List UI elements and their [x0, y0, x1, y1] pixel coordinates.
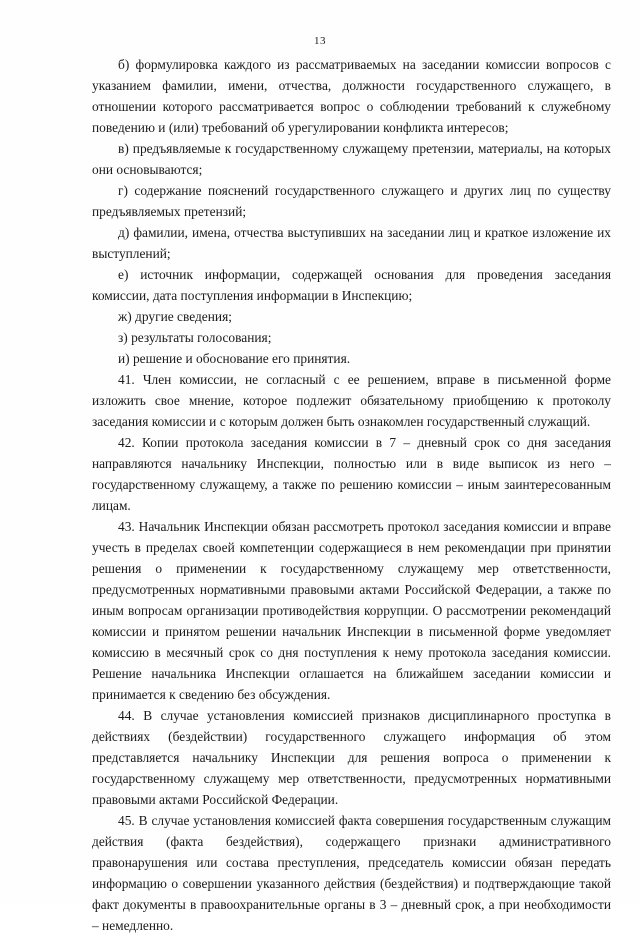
paragraph-item-i: и) решение и обоснование его принятия.	[118, 351, 351, 366]
paragraph-44: 44. В случае установления комиссией признаков дисциплинарного проступка в действиях (бездействии) государственного служащего информация об этом представляется начальнику Инспекции для решения вопроса о применении к государственному служащему мер ответственности, предусмотренных нормативными правовыми актами Российской Федерации.	[92, 708, 611, 807]
paragraph-item-zh: ж) другие сведения;	[118, 309, 232, 324]
paragraph-45: 45. В случае установления комиссией факта совершения государственным служащим действия (факта бездействия), содержащего признаки административного правонарушения или состава преступления, председатель комиссии обязан передать информацию о совершении указанного действия (бездействия) и подтверждающие такой факт документы в правоохранительные органы в 3 – дневный срок, а при необходимости – немедленно.	[92, 813, 611, 933]
paragraph-item-v: в) предъявляемые к государственному служащему претензии, материалы, на которых они основываются;	[92, 141, 611, 177]
paragraph-item-z: з) результаты голосования;	[118, 330, 272, 345]
paragraph-42: 42. Копии протокола заседания комиссии в 7 – дневный срок со дня заседания направляются начальнику Инспекции, полностью или в виде выписок из него – государственному служащему, а также по решению комиссии – иным заинтересованным лицам.	[92, 435, 611, 513]
paragraph-item-g: г) содержание пояснений государственного служащего и других лиц по существу предъявляемых претензий;	[92, 183, 611, 219]
page-number: 13	[314, 35, 326, 47]
document-body	[92, 54, 611, 936]
paragraph-item-d: д) фамилии, имена, отчества выступивших на заседании лиц и краткое изложение их выступлений;	[92, 225, 611, 261]
paragraph-43: 43. Начальник Инспекции обязан рассмотреть протокол заседания комиссии и вправе учесть в пределах своей компетенции содержащиеся в нем рекомендации при принятии решения о применении к государственному служащему мер ответственности, предусмотренных нормативными правовыми актами Российской Федерации, а также по иным вопросам организации противодействия коррупции. О рассмотрении рекомендаций комиссии и принятом решении начальник Инспекции в письменной форме уведомляет комиссию в месячный срок со дня поступления к нему протокола заседания комиссии. Решение начальника Инспекции оглашается на ближайшем заседании комиссии и принимается к сведению без обсуждения.	[92, 519, 611, 702]
paragraph-item-b: б) формулировка каждого из рассматриваемых на заседании комиссии вопросов с указанием фамилии, имени, отчества, должности государственного служащего, в отношении которого рассматривается вопрос о соблюдении требований к служебному поведению и (или) требований об урегулировании конфликта интересов;	[92, 57, 611, 135]
paragraph-item-e: е) источник информации, содержащей основания для проведения заседания комиссии, дата поступления информации в Инспекцию;	[92, 267, 611, 303]
paragraph-41: 41. Член комиссии, не согласный с ее решением, вправе в письменной форме изложить свое мнение, которое подлежит обязательному приобщению к протоколу заседания комиссии и с которым должен быть ознакомлен государственный служащий.	[92, 372, 611, 429]
